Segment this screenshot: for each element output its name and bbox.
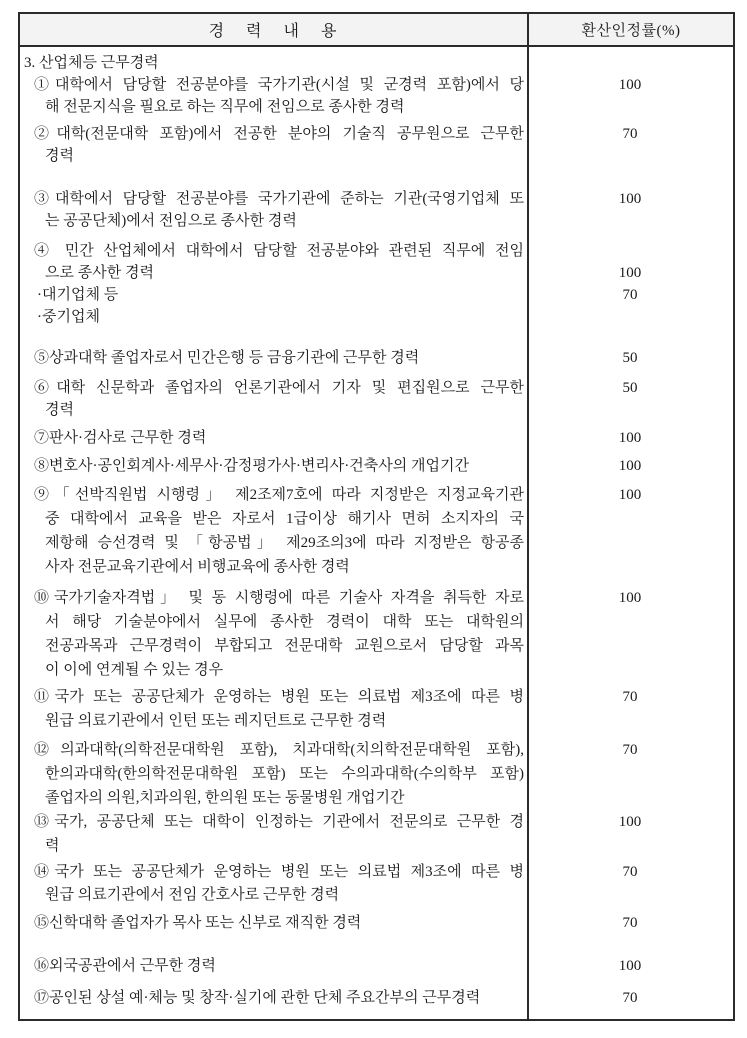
career-text-line: ⑨「선박직원법 시행령」 제2조제7호에 따라 지정받은 지정교육기관 <box>34 487 524 503</box>
table-row <box>20 861 733 907</box>
career-cell <box>20 123 527 167</box>
rate-cell <box>527 810 733 858</box>
rate-cell <box>527 74 733 118</box>
table-row <box>20 483 733 579</box>
career-text-line: ⑪국가 또는 공공단체가 운영하는 병원 또는 의료법 제3조에 따른 병 <box>34 689 524 705</box>
table-row <box>20 123 733 167</box>
rate-value: 100 <box>618 958 642 974</box>
career-cell <box>20 955 527 977</box>
rate-value: 100 <box>618 430 642 446</box>
rate-cell <box>527 455 733 477</box>
career-text-line: ①대학에서 담당할 전공분야를 국가기관(시설 및 군경력 포함)에서 당 <box>34 77 524 93</box>
career-text-line: 경력 <box>45 148 74 164</box>
conversion-rate-header: 환산인정률(%) <box>581 23 681 39</box>
table-row <box>20 455 733 477</box>
table-row <box>20 586 733 682</box>
career-text-line: ⑮신학대학 졸업자가 목사 또는 신부로 재직한 경력 <box>34 915 362 931</box>
rate-value: 50 <box>622 350 638 366</box>
career-text-line: 원급 의료기관에서 인턴 또는 레지던트로 근무한 경력 <box>45 713 387 729</box>
career-text-line: ⑬국가, 공공단체 또는 대학이 인정하는 기관에서 전문의로 근무한 경 <box>34 814 524 830</box>
rate-cell <box>527 123 733 167</box>
career-text-line: ⑭국가 또는 공공단체가 운영하는 병원 또는 의료법 제3조에 따른 병 <box>34 864 524 880</box>
career-text-line: 사자 전문교육기관에서 비행교육에 종사한 경력 <box>45 559 350 575</box>
rate-value: 70 <box>622 915 638 931</box>
career-text-line: 이 이에 연계될 수 있는 경우 <box>45 662 224 678</box>
table-row <box>20 74 733 118</box>
rate-value: 100 <box>618 814 642 830</box>
career-text-line: 중 대학에서 교육을 받은 자로서 1급이상 해기사 면허 소지자의 국 <box>45 511 524 527</box>
career-text-line: ⑩국가기술자격법」 및 동 시행령에 따른 기술사 자격을 취득한 자로 <box>34 590 524 606</box>
table-row <box>20 188 733 232</box>
table-row <box>20 912 733 934</box>
career-text-line: ⑧변호사·공인회계사·세무사·감정평가사·변리사·건축사의 개업기간 <box>34 458 469 474</box>
career-cell <box>20 377 527 421</box>
career-cell <box>20 912 527 934</box>
rate-cell <box>527 586 733 682</box>
career-text-line: ⑫의과대학(의학전문대학원 포함), 치과대학(치의학전문대학원 포함), <box>34 742 524 758</box>
table-row <box>20 240 733 328</box>
career-cell <box>20 987 527 1009</box>
career-text-line: 원급 의료기관에서 전임 간호사로 근무한 경력 <box>45 887 340 903</box>
career-text-line: 으로 종사한 경력 <box>45 265 154 281</box>
rate-cell <box>527 427 733 449</box>
career-text-line: 한의과대학(한의학전문대학원 포함) 또는 수의과대학(수의학부 포함) <box>45 766 524 782</box>
rate-cell <box>527 347 733 369</box>
career-text-line: ⑥대학 신문학과 졸업자의 언론기관에서 기자 및 편집원으로 근무한 <box>34 380 524 396</box>
rate-cell <box>527 52 733 74</box>
rate-value: 70 <box>622 742 638 758</box>
career-text-line: 전공과목과 근무경력이 부합되고 전문대학 교원으로서 담당할 과목 <box>45 638 524 654</box>
career-content-header: 경 력 내 용 <box>20 14 529 45</box>
table-row <box>20 347 733 369</box>
table-row <box>20 810 733 858</box>
career-text-line: 졸업자의 의원,치과의원, 한의원 또는 동물병원 개업기간 <box>45 790 405 806</box>
rate-cell <box>527 912 733 934</box>
career-text-line: 는 공공단체)에서 전임으로 종사한 경력 <box>45 213 297 229</box>
career-cell <box>20 188 527 232</box>
table-row <box>20 955 733 977</box>
career-text-line: ⑰공인된 상설 예·체능 및 창작·실기에 관한 단체 주요간부의 근무경력 <box>34 990 481 1006</box>
rate-value: 70 <box>622 287 638 303</box>
rate-cell <box>527 240 733 328</box>
rate-value: 100 <box>618 265 642 281</box>
rate-cell <box>527 685 733 733</box>
career-cell <box>20 483 527 579</box>
career-text-line: ·대기업체 등 <box>37 287 119 303</box>
section-title-row <box>20 52 733 74</box>
career-cell <box>20 738 527 810</box>
table-row <box>20 427 733 449</box>
career-text-line: 력 <box>45 838 60 854</box>
table-body <box>20 47 733 1019</box>
rate-cell <box>527 955 733 977</box>
career-cell <box>20 52 527 74</box>
career-cell <box>20 74 527 118</box>
column-divider <box>527 47 529 1019</box>
rate-value: 100 <box>618 487 642 503</box>
rate-value: 70 <box>622 126 638 142</box>
rate-value: 100 <box>618 458 642 474</box>
career-cell <box>20 810 527 858</box>
career-cell <box>20 427 527 449</box>
career-cell <box>20 685 527 733</box>
career-text-line: 3. 산업체등 근무경력 <box>24 55 159 71</box>
career-cell <box>20 586 527 682</box>
career-text-line: ⑯외국공관에서 근무한 경력 <box>34 958 216 974</box>
career-cell <box>20 861 527 907</box>
career-text-line: 제항해 승선경력 및 「항공법」 제29조의3에 따라 지정받은 항공종 <box>45 535 524 551</box>
rate-value: 100 <box>618 191 642 207</box>
career-cell <box>20 455 527 477</box>
career-cell <box>20 347 527 369</box>
career-text-line: ②대학(전문대학 포함)에서 전공한 분야의 기술직 공무원으로 근무한 <box>34 126 524 142</box>
career-text-line: ⑦판사·검사로 근무한 경력 <box>34 430 207 446</box>
rate-cell <box>527 987 733 1009</box>
rate-value: 50 <box>622 380 638 396</box>
rate-cell <box>527 861 733 907</box>
career-text-line: ·중기업체 <box>37 309 100 325</box>
table-row <box>20 685 733 733</box>
rate-cell <box>527 483 733 579</box>
table-row <box>20 377 733 421</box>
rate-value: 70 <box>622 689 638 705</box>
career-text-line: ④ 민간 산업체에서 대학에서 담당할 전공분야와 관련된 직무에 전임 <box>34 243 524 259</box>
rate-value: 100 <box>618 77 642 93</box>
rate-cell <box>527 738 733 810</box>
career-text-line: 해 전문지식을 필요로 하는 직무에 전임으로 종사한 경력 <box>45 99 405 115</box>
rate-value: 70 <box>622 864 638 880</box>
career-text-line: ③대학에서 담당할 전공분야를 국가기관에 준하는 기관(국영기업체 또 <box>34 191 524 207</box>
table-row <box>20 738 733 810</box>
career-cell <box>20 240 527 328</box>
career-rate-table <box>18 12 735 1021</box>
rate-cell <box>527 188 733 232</box>
career-text-line: 서 해당 기술분야에서 실무에 종사한 경력이 대학 또는 대학원의 <box>45 614 524 630</box>
table-header-row <box>20 14 733 47</box>
career-text-line: 경력 <box>45 402 74 418</box>
rate-value: 100 <box>618 590 642 606</box>
rate-cell <box>527 377 733 421</box>
rate-value: 70 <box>622 990 638 1006</box>
career-text-line: ⑤상과대학 졸업자로서 민간은행 등 금융기관에 근무한 경력 <box>34 350 420 366</box>
table-row <box>20 987 733 1009</box>
